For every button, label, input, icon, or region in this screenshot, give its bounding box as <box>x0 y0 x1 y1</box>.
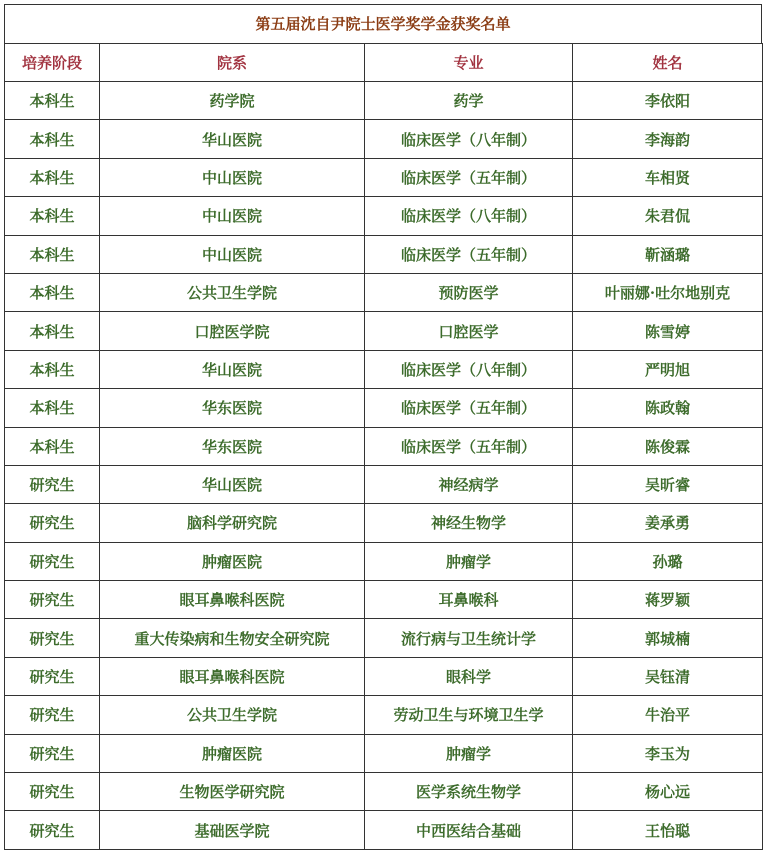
cell-name: 靳涵璐 <box>573 235 763 273</box>
cell-department: 华山医院 <box>100 120 365 158</box>
table-row <box>5 158 763 196</box>
cell-department: 华山医院 <box>100 465 365 503</box>
cell-stage: 研究生 <box>5 542 100 580</box>
cell-stage: 本科生 <box>5 273 100 311</box>
cell-name: 李海韵 <box>573 120 763 158</box>
table-row <box>5 619 763 657</box>
cell-department: 华东医院 <box>100 389 365 427</box>
cell-name: 吴钰清 <box>573 657 763 695</box>
cell-major: 劳动卫生与环境卫生学 <box>365 696 573 734</box>
cell-name: 严明旭 <box>573 350 763 388</box>
table-row <box>5 389 763 427</box>
cell-major: 中西医结合基础 <box>365 811 573 849</box>
cell-major: 临床医学（五年制） <box>365 235 573 273</box>
table-row <box>5 427 763 465</box>
table-row <box>5 120 763 158</box>
cell-name: 王怡聪 <box>573 811 763 849</box>
cell-department: 中山医院 <box>100 158 365 196</box>
cell-department: 生物医学研究院 <box>100 773 365 811</box>
table-row <box>5 811 763 849</box>
cell-stage: 研究生 <box>5 657 100 695</box>
cell-major: 药学 <box>365 82 573 120</box>
cell-name: 姜承勇 <box>573 504 763 542</box>
cell-name: 叶丽娜·吐尔地别克 <box>573 273 763 311</box>
table-row <box>5 773 763 811</box>
cell-stage: 本科生 <box>5 197 100 235</box>
cell-name: 郭城楠 <box>573 619 763 657</box>
cell-name: 陈雪婷 <box>573 312 763 350</box>
table-row <box>5 542 763 580</box>
cell-major: 肿瘤学 <box>365 542 573 580</box>
table-row <box>5 696 763 734</box>
cell-department: 基础医学院 <box>100 811 365 849</box>
cell-name: 李依阳 <box>573 82 763 120</box>
cell-stage: 本科生 <box>5 120 100 158</box>
table-row <box>5 235 763 273</box>
cell-name: 朱君侃 <box>573 197 763 235</box>
header-department: 院系 <box>100 44 365 82</box>
cell-department: 重大传染病和生物安全研究院 <box>100 619 365 657</box>
cell-department: 眼耳鼻喉科医院 <box>100 581 365 619</box>
header-name: 姓名 <box>573 44 763 82</box>
cell-major: 预防医学 <box>365 273 573 311</box>
table-row <box>5 273 763 311</box>
cell-stage: 本科生 <box>5 427 100 465</box>
cell-department: 口腔医学院 <box>100 312 365 350</box>
cell-major: 临床医学（八年制） <box>365 120 573 158</box>
cell-major: 临床医学（五年制） <box>365 427 573 465</box>
cell-name: 李玉为 <box>573 734 763 772</box>
cell-major: 眼科学 <box>365 657 573 695</box>
cell-name: 陈俊霖 <box>573 427 763 465</box>
cell-major: 临床医学（八年制） <box>365 350 573 388</box>
cell-department: 中山医院 <box>100 197 365 235</box>
cell-department: 眼耳鼻喉科医院 <box>100 657 365 695</box>
cell-stage: 研究生 <box>5 504 100 542</box>
cell-department: 中山医院 <box>100 235 365 273</box>
cell-stage: 研究生 <box>5 696 100 734</box>
cell-stage: 研究生 <box>5 734 100 772</box>
cell-name: 车相贤 <box>573 158 763 196</box>
cell-major: 口腔医学 <box>365 312 573 350</box>
cell-major: 流行病与卫生统计学 <box>365 619 573 657</box>
table-row <box>5 197 763 235</box>
cell-major: 耳鼻喉科 <box>365 581 573 619</box>
cell-name: 孙璐 <box>573 542 763 580</box>
cell-stage: 研究生 <box>5 811 100 849</box>
table-row <box>5 581 763 619</box>
cell-department: 肿瘤医院 <box>100 734 365 772</box>
header-major: 专业 <box>365 44 573 82</box>
cell-major: 临床医学（五年制） <box>365 389 573 427</box>
cell-department: 公共卫生学院 <box>100 696 365 734</box>
award-table <box>4 43 763 850</box>
cell-name: 杨心远 <box>573 773 763 811</box>
cell-department: 华东医院 <box>100 427 365 465</box>
cell-department: 华山医院 <box>100 350 365 388</box>
cell-major: 医学系统生物学 <box>365 773 573 811</box>
table-row <box>5 734 763 772</box>
cell-stage: 本科生 <box>5 389 100 427</box>
cell-stage: 研究生 <box>5 619 100 657</box>
cell-stage: 本科生 <box>5 158 100 196</box>
cell-major: 临床医学（八年制） <box>365 197 573 235</box>
cell-stage: 研究生 <box>5 773 100 811</box>
cell-stage: 本科生 <box>5 312 100 350</box>
cell-major: 神经生物学 <box>365 504 573 542</box>
cell-name: 牛治平 <box>573 696 763 734</box>
cell-name: 陈政翰 <box>573 389 763 427</box>
cell-name: 吴昕睿 <box>573 465 763 503</box>
table-row <box>5 82 763 120</box>
table-row <box>5 312 763 350</box>
cell-name: 蒋罗颖 <box>573 581 763 619</box>
cell-major: 临床医学（五年制） <box>365 158 573 196</box>
cell-stage: 研究生 <box>5 465 100 503</box>
award-list-document <box>4 4 762 850</box>
cell-stage: 本科生 <box>5 235 100 273</box>
cell-stage: 本科生 <box>5 82 100 120</box>
cell-department: 药学院 <box>100 82 365 120</box>
cell-stage: 研究生 <box>5 581 100 619</box>
table-row <box>5 465 763 503</box>
cell-stage: 本科生 <box>5 350 100 388</box>
cell-department: 肿瘤医院 <box>100 542 365 580</box>
header-row <box>5 44 763 82</box>
cell-department: 脑科学研究院 <box>100 504 365 542</box>
cell-department: 公共卫生学院 <box>100 273 365 311</box>
table-row <box>5 350 763 388</box>
cell-major: 肿瘤学 <box>365 734 573 772</box>
table-row <box>5 657 763 695</box>
header-stage: 培养阶段 <box>5 44 100 82</box>
document-title: 第五届沈自尹院士医学奖学金获奖名单 <box>4 4 762 43</box>
cell-major: 神经病学 <box>365 465 573 503</box>
table-row <box>5 504 763 542</box>
